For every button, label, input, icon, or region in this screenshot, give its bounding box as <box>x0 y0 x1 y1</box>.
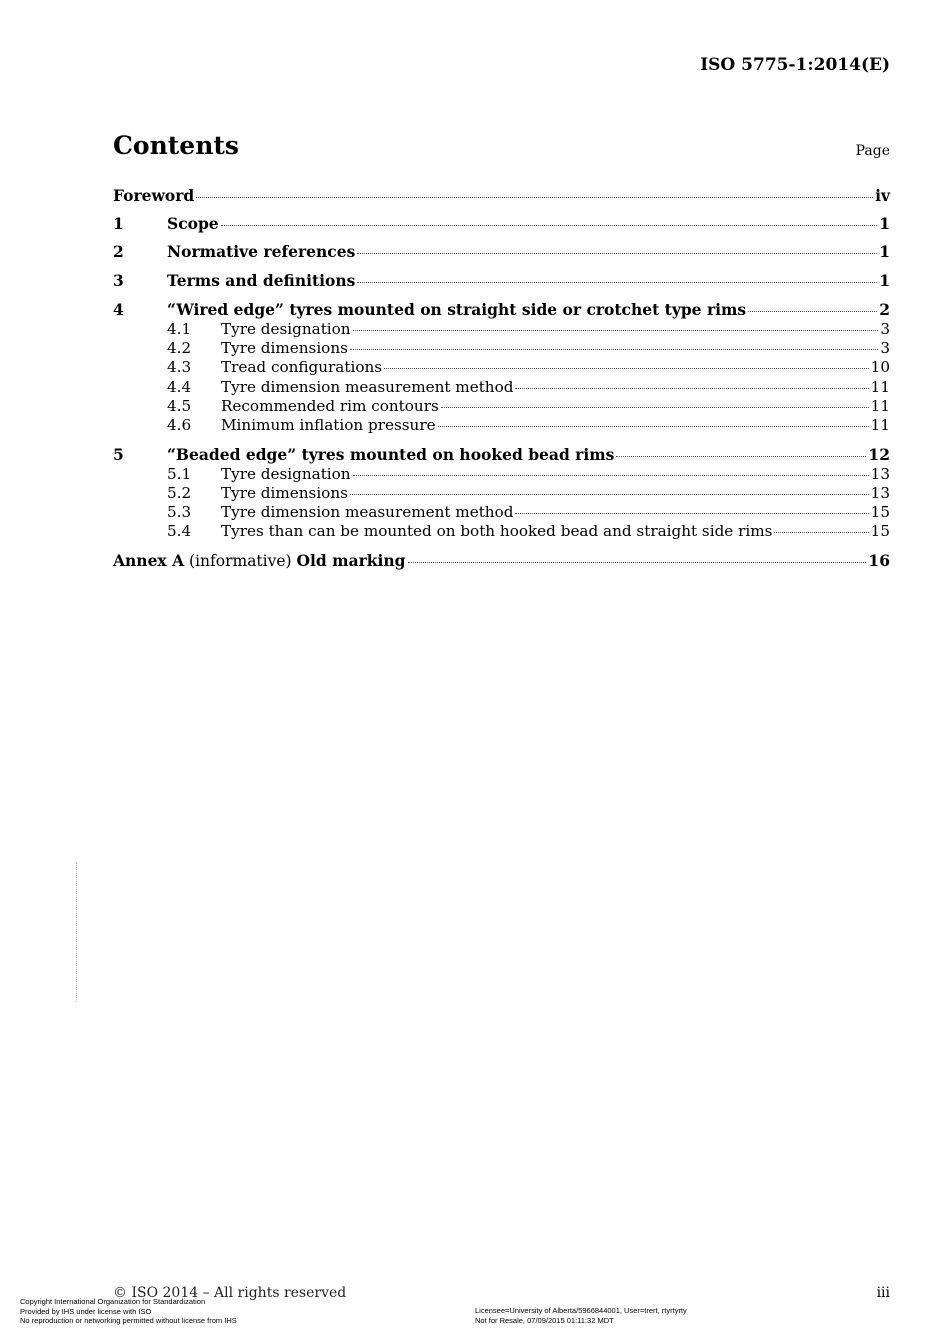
dot-leader <box>350 349 878 350</box>
toc-entry-number: 4.4 <box>167 377 192 396</box>
dot-leader <box>196 197 873 198</box>
license-line: Licensee=University of Alberta/5966844001, User=trert, rtyrtyrty <box>475 1306 687 1315</box>
toc-entry-number: 4.2 <box>167 339 192 358</box>
dot-leader <box>353 330 879 331</box>
toc-entry-number: 3 <box>113 270 124 290</box>
margin-dot-marks <box>76 862 81 1002</box>
dot-leader <box>357 282 877 283</box>
toc-entry-number: 5.2 <box>167 483 192 502</box>
toc-entry-title: Terms and definitions <box>167 270 356 290</box>
toc-subentry-4-5[interactable] <box>113 397 890 416</box>
toc-subentry-4-6[interactable] <box>113 416 890 435</box>
toc-entry-title: Normative references <box>167 242 356 262</box>
license-line: Provided by IHS under license with ISO <box>20 1306 152 1316</box>
dot-leader <box>384 368 869 369</box>
toc-entry-title: Recommended rim contours <box>221 396 439 415</box>
toc-entry-page: iv <box>875 186 890 205</box>
toc-subentry-5-3[interactable] <box>113 503 890 522</box>
toc-entry-page: 3 <box>880 319 890 338</box>
toc-entry-title: Foreword <box>113 186 195 205</box>
page-column-label: Page <box>855 143 890 159</box>
dot-leader <box>353 475 869 476</box>
toc-entry-number: 5.3 <box>167 503 192 522</box>
toc-subentry-5-2[interactable] <box>113 484 890 503</box>
toc-entry-number: 4.5 <box>167 396 192 415</box>
dot-leader <box>438 426 869 427</box>
toc-entry-page: 13 <box>870 483 890 502</box>
license-line: Not for Resale, 07/09/2015 01:11:32 MDT <box>475 1315 614 1325</box>
toc-entry-title: Minimum inflation pressure <box>221 416 436 435</box>
toc-entry-page: 15 <box>870 503 890 522</box>
document-id: ISO 5775-1:2014(E) <box>700 55 890 75</box>
toc-entry-title: Tyres than can be mounted on both hooked bead and straight side rims <box>221 522 773 541</box>
dot-leader <box>748 311 877 312</box>
dot-leader <box>515 388 868 389</box>
dot-leader <box>774 532 868 533</box>
dot-leader <box>515 513 868 514</box>
toc-entry-annex-a[interactable] <box>113 550 890 571</box>
toc-entry-page: 3 <box>880 339 890 358</box>
toc-entry-page: 11 <box>870 396 890 415</box>
dot-leader <box>350 494 869 495</box>
toc-entry-page: 11 <box>870 416 890 435</box>
toc-entry-page: 1 <box>879 214 890 234</box>
toc-entry-number: 4.6 <box>167 416 192 435</box>
license-notice-left <box>20 1297 237 1326</box>
toc-subentry-4-3[interactable] <box>113 358 890 377</box>
toc-entry-number: 5 <box>113 444 124 464</box>
toc-entry-title: Scope <box>167 214 219 234</box>
toc-entry-page: 16 <box>868 550 890 570</box>
annex-type: (informative) <box>189 551 292 570</box>
toc-entry-title: Tread configurations <box>221 358 383 377</box>
toc-entry-page: 13 <box>870 464 890 483</box>
toc-entry-page: 1 <box>879 242 890 262</box>
copyright-notice: © ISO 2014 – All rights reserved <box>113 1285 347 1301</box>
toc-entry-title: Tyre dimension measurement method <box>221 377 514 396</box>
toc-entry-title: Tyre dimension measurement method <box>221 503 514 522</box>
toc-entry-page: 2 <box>879 299 890 319</box>
dot-leader <box>616 456 866 457</box>
toc-entry-clause-5[interactable] <box>113 444 890 465</box>
toc-entry-page: 15 <box>870 522 890 541</box>
toc-subentry-4-2[interactable] <box>113 339 890 358</box>
toc-entry-title: “Beaded edge” tyres mounted on hooked bead rims <box>167 444 615 464</box>
toc-entry-number: 4.3 <box>167 358 192 377</box>
toc-entry-number: 2 <box>113 242 124 262</box>
toc-entry-clause-4[interactable] <box>113 299 890 320</box>
dot-leader <box>441 407 869 408</box>
toc-entry-foreword[interactable] <box>113 186 890 214</box>
toc-entry-page: 10 <box>870 358 890 377</box>
toc-entry-title: Tyre dimensions <box>221 339 348 358</box>
toc-subentry-5-4[interactable] <box>113 522 890 541</box>
toc-entry-number: 4.1 <box>167 319 192 338</box>
dot-leader <box>221 225 878 226</box>
toc-subentry-4-1[interactable] <box>113 320 890 339</box>
toc-subentry-4-4[interactable] <box>113 378 890 397</box>
table-of-contents <box>113 186 890 571</box>
toc-entry-clause-1[interactable] <box>113 214 890 242</box>
toc-entry-title: Old marking <box>296 550 406 570</box>
license-notice-right <box>475 1306 687 1325</box>
toc-subentry-5-1[interactable] <box>113 465 890 484</box>
toc-entry-number: 1 <box>113 214 124 234</box>
toc-entry-number: 5.1 <box>167 464 192 483</box>
toc-entry-clause-2[interactable] <box>113 242 890 270</box>
license-line: No reproduction or networking permitted without license from IHS <box>20 1316 237 1325</box>
toc-entry-number: 5.4 <box>167 522 192 541</box>
toc-entry-title: “Wired edge” tyres mounted on straight side or crotchet type rims <box>167 299 747 319</box>
dot-leader <box>357 253 877 254</box>
toc-entry-title: Tyre designation <box>221 464 351 483</box>
contents-title: Contents <box>113 131 240 160</box>
toc-entry-title: Tyre designation <box>221 319 351 338</box>
annex-label: Annex A <box>113 550 185 570</box>
page-number: iii <box>876 1285 890 1301</box>
toc-entry-number: 4 <box>113 299 124 319</box>
toc-entry-page: 12 <box>868 444 890 464</box>
toc-entry-page: 1 <box>879 270 890 290</box>
toc-entry-page: 11 <box>870 377 890 396</box>
dot-leader <box>408 562 867 563</box>
license-line: Copyright International Organization for Standardization <box>20 1297 206 1306</box>
toc-entry-clause-3[interactable] <box>113 271 890 299</box>
toc-entry-title: Tyre dimensions <box>221 483 348 502</box>
